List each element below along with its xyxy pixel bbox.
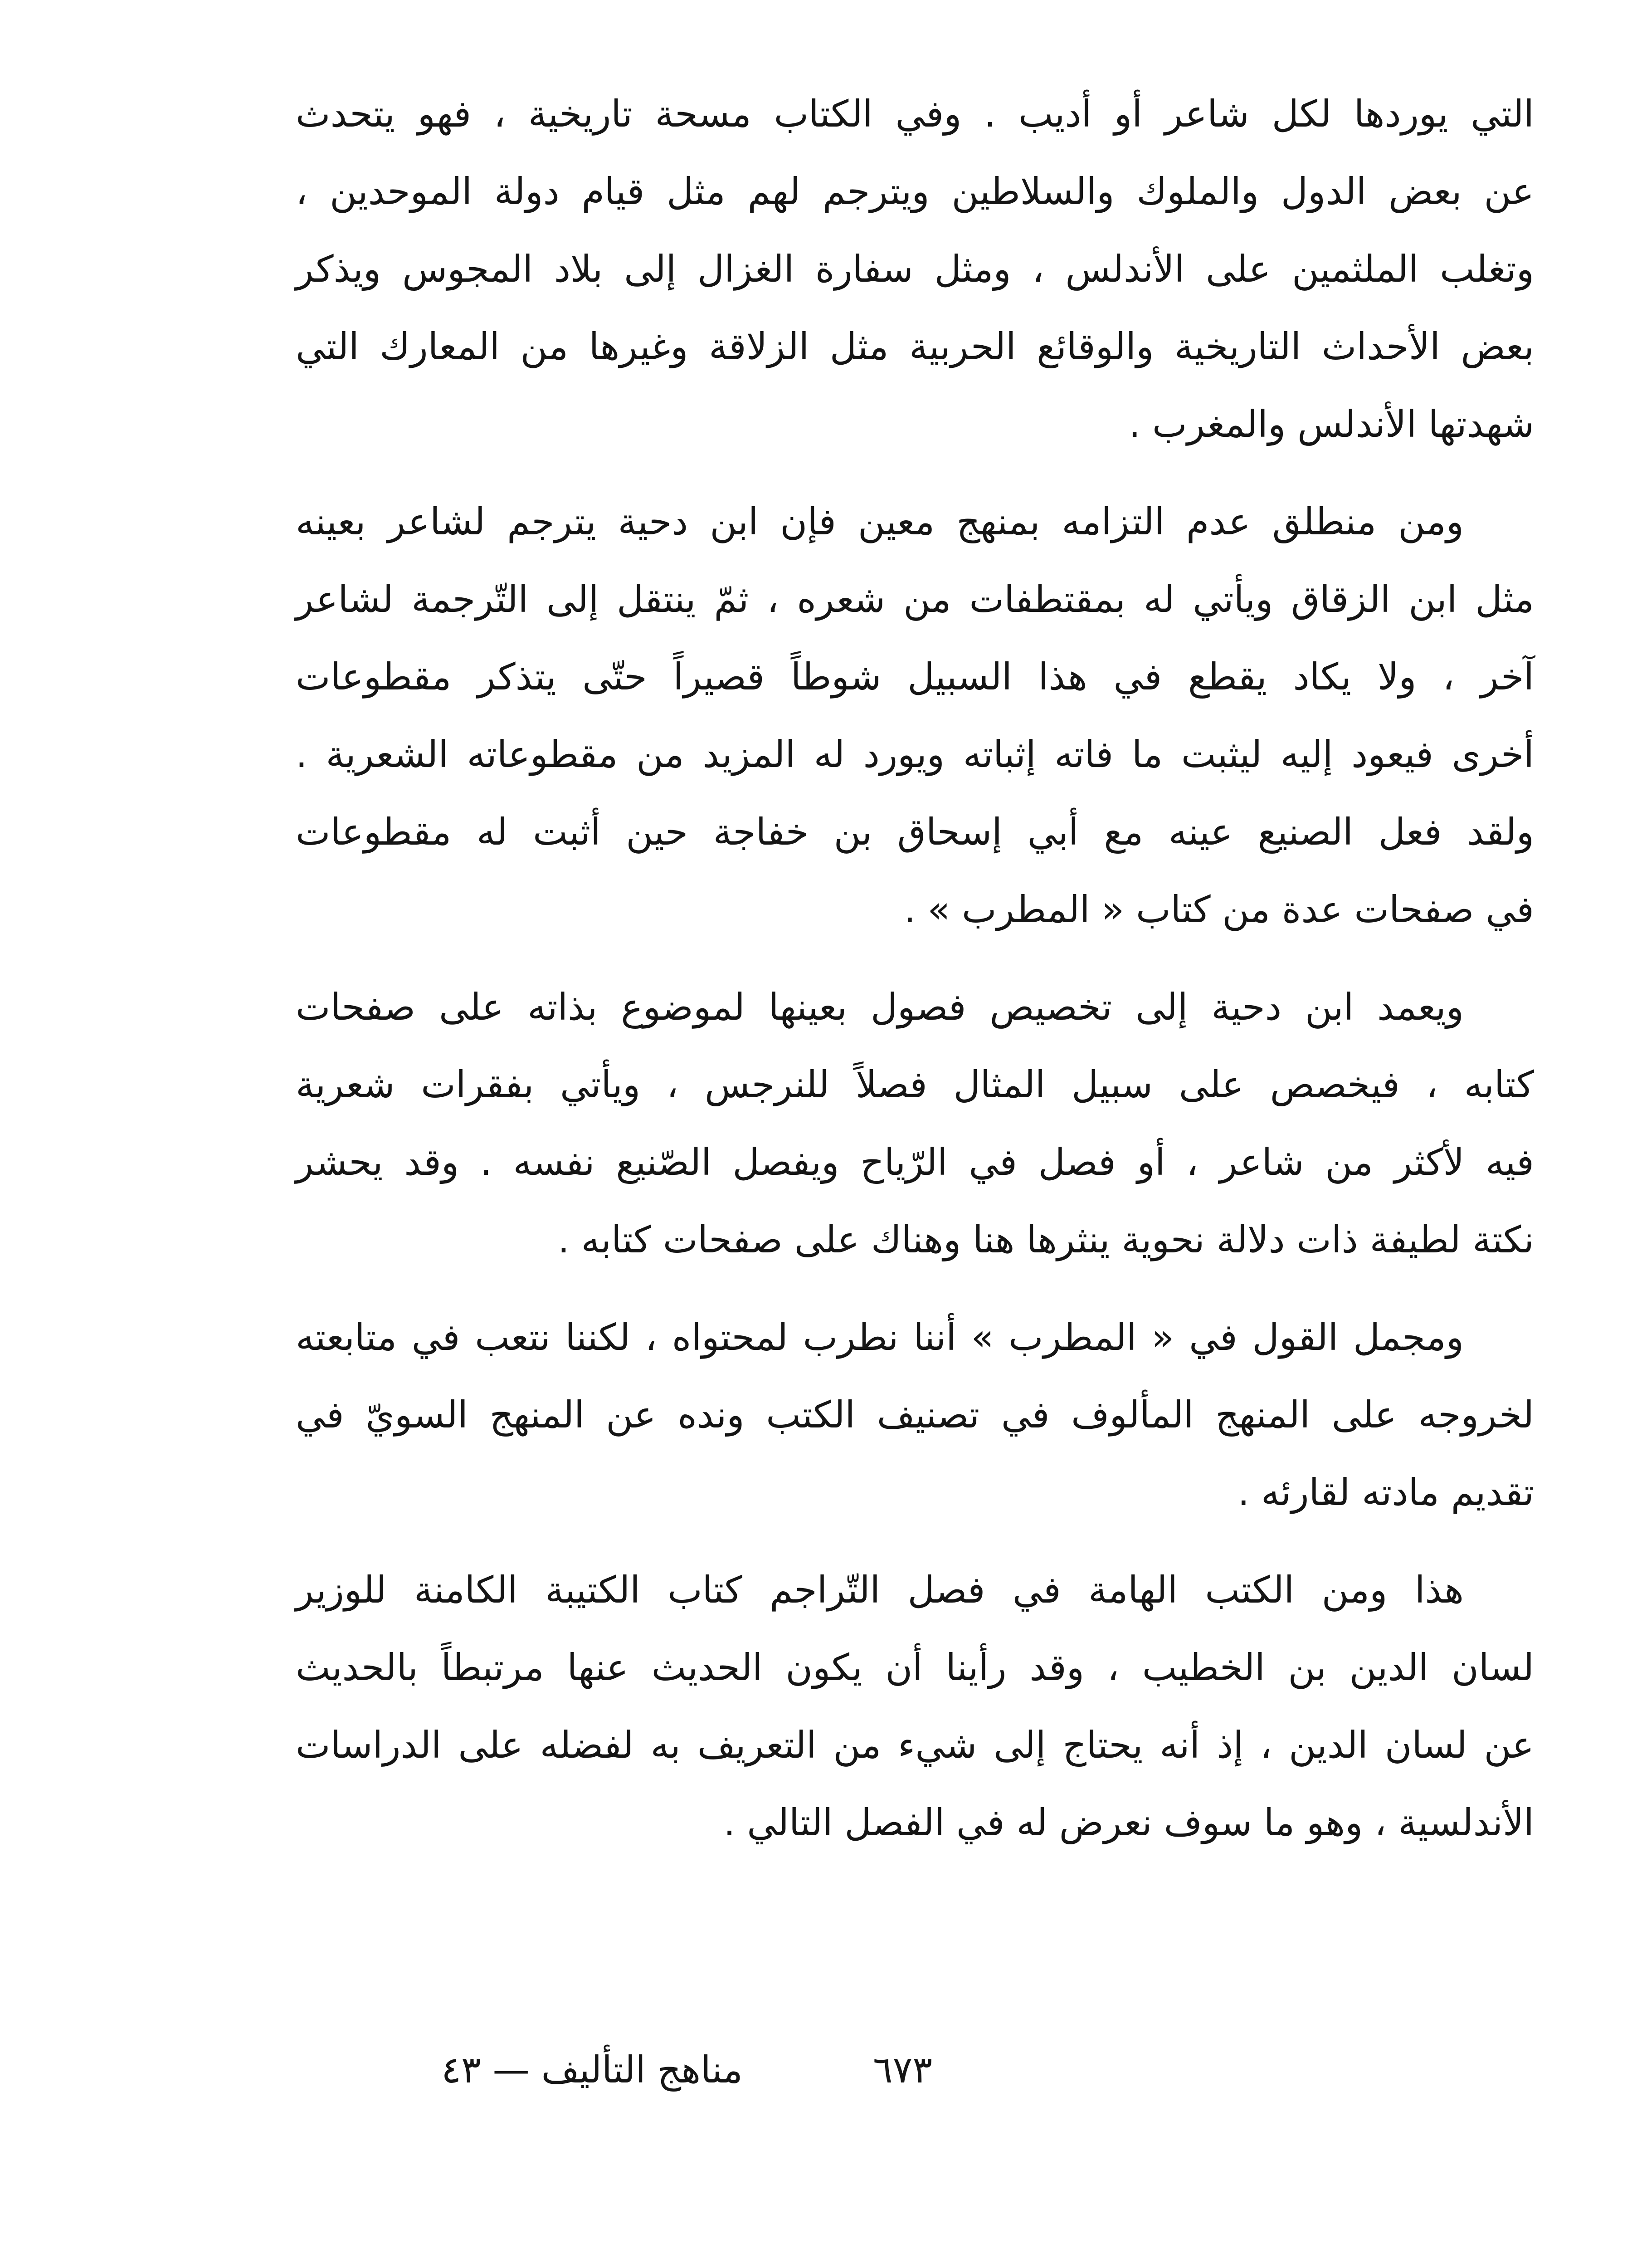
text-line: نكتة لطيفة ذات دلالة نحوية ينثرها هنا وهناك على صفحات كتابه . [558,1218,1534,1261]
text-line: أخرى فيعود إليه ليثبت ما فاته إثباته ويورد له المزيد من مقطوعاته الشعرية . [296,733,1534,776]
text-line: وتغلب الملثمين على الأندلس ، ومثل سفارة الغزال إلى بلاد المجوس ويذكر [296,248,1534,291]
text-line: ولقد فعل الصنيع عينه مع أبي إسحاق بن خفاجة حين أثبت له مقطوعات [296,811,1534,854]
text-line: الأندلسية ، وهو ما سوف نعرض له في الفصل التالي . [723,1801,1534,1844]
text-line: في صفحات عدة من كتاب « المطرب » . [904,888,1534,931]
paragraph [296,968,1534,1279]
paragraph [296,75,1534,463]
paragraph [296,1551,1534,1862]
text-line: تقديم مادته لقارئه . [1237,1471,1534,1514]
text-line: لسان الدين بن الخطيب ، وقد رأينا أن يكون الحديث عنها مرتبطاً بالحديث [296,1646,1534,1689]
text-line: مثل ابن الزقاق ويأتي له بمقتطفات من شعره ، ثمّ ينتقل إلى التّرجمة لشاعر [296,578,1534,621]
paragraph [296,483,1534,948]
text-line: هذا ومن الكتب الهامة في فصل التّراجم كتاب الكتيبة الكامنة للوزير [296,1569,1464,1612]
text-line: ومن منطلق عدم التزامه بمنهج معين فإن ابن دحية يترجم لشاعر بعينه [296,500,1464,543]
text-line: التي يوردها لكل شاعر أو أديب . وفي الكتاب مسحة تاريخية ، فهو يتحدث [296,93,1534,136]
signature-mark: مناهج التأليف — ٤٣ [441,2048,743,2092]
text-line: ويعمد ابن دحية إلى تخصيص فصول بعينها لموضوع بذاته على صفحات [296,986,1464,1029]
text-line: عن بعض الدول والملوك والسلاطين ويترجم لهم مثل قيام دولة الموحدين ، [296,170,1534,213]
text-line: عن لسان الدين ، إذ أنه يحتاج إلى شيء من التعريف به لفضله على الدراسات [296,1724,1534,1767]
text-line: لخروجه على المنهج المألوف في تصنيف الكتب ونده عن المنهج السويّ في [296,1393,1534,1437]
text-line: كتابه ، فيخصص على سبيل المثال فصلاً للنرجس ، ويأتي بفقرات شعرية [296,1063,1534,1106]
text-line: شهدتها الأندلس والمغرب . [1129,403,1534,446]
body-text [296,75,1534,1862]
text-line: بعض الأحداث التاريخية والوقائع الحربية مثل الزلاقة وغيرها من المعارك التي [296,325,1534,368]
text-line: فيه لأكثر من شاعر ، أو فصل في الرّياح ويفصل الصّنيع نفسه . وقد يحشر [296,1141,1534,1184]
text-line: آخر ، ولا يكاد يقطع في هذا السبيل شوطاً قصيراً حتّى يتذكر مقطوعات [296,655,1534,699]
page-number: ٦٧٣ [872,2048,932,2092]
paragraph [296,1299,1534,1531]
text-line: ومجمل القول في « المطرب » أننا نطرب لمحتواه ، لكننا نتعب في متابعته [296,1316,1464,1359]
